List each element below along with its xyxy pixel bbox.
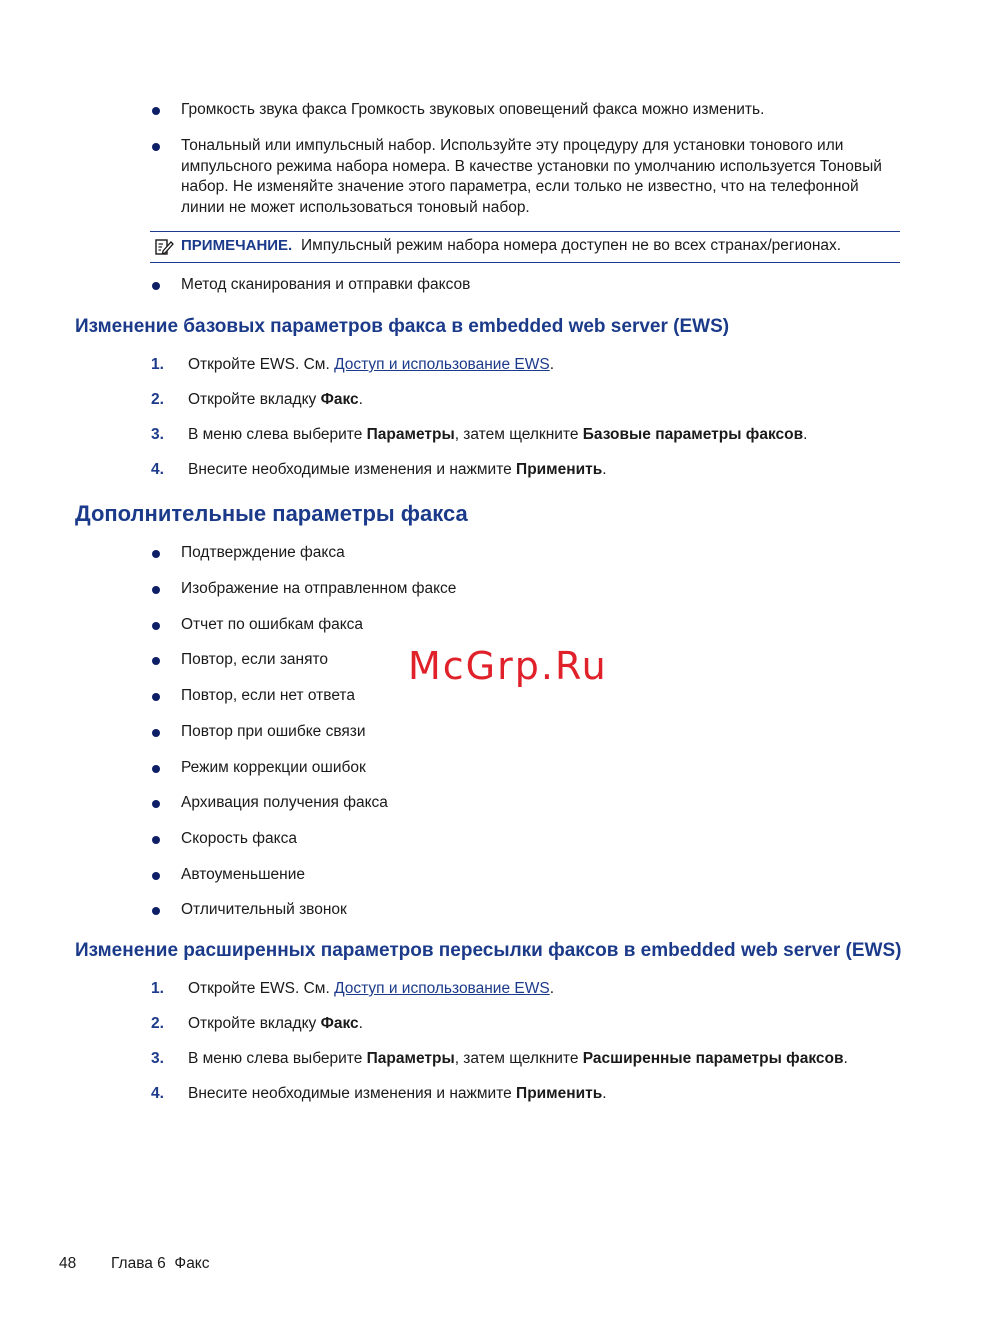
bullet-icon: [152, 143, 160, 151]
bullet-icon: [152, 800, 160, 808]
document-page: Громкость звука факса Громкость звуковых оповещений факса можно изменить. Тональный или импульсный набор. Используйте эту процедуру для установки тонового или импульсного режима набора номера. В качестве установки по умолчанию используется Тоновый набор. Не изменяйте значение этого параметра, если только не известно, что на телефонной линии не может использоваться тоновый набор. ПРИМЕЧАНИЕ. Импульсный режим набора номера доступен не во всех странах/регионах. Метод сканирования и отправки факсов Изменение базовых параметров факса в embedded web server (EWS) 1. Откройте EWS. См. Доступ и использование EWS. 2. Откройте вкладку Факс. 3. В меню слева выберите Параметры, затем щелкните Базовые параметры факсов. 4. Внесите необходимые изменения и нажмите Применить. Дополнительные параметры факса Подтверждение факса Изображение на отправленном факсе Отчет по ошибкам факса Повтор, если занято Повтор, если нет ответа Повтор при ошибке связи Режим коррекции ошибок Архивация получения факса Скорость факса Автоуменьшение Отличительный звонок Изменение расширенных параметров пересылки факсов в embedded web server (EWS) 1. Откройте EWS. См. Доступ и использование EWS. 2. Откройте вкладку Факс. 3. В меню слева выберите Параметры, затем щелкните Расширенные параметры факсов. 4. Внесите необходимые изменения и нажмите Применить. McGrp.Ru 48 Глава 6 Факс: [59, 101, 902, 1272]
watermark: McGrp.Ru: [408, 644, 608, 688]
bullet-icon: [152, 622, 160, 630]
note-box: [150, 231, 900, 263]
bullet-icon: [152, 836, 160, 844]
section-heading-advanced-fax: Дополнительные параметры факса: [75, 501, 468, 526]
bullet-icon: [152, 586, 160, 594]
ews-access-link[interactable]: Доступ и использование EWS: [334, 980, 550, 997]
bullet-icon: [152, 107, 160, 115]
bullet-icon: [152, 729, 160, 737]
chapter-label: Глава 6 Факс: [111, 1255, 210, 1272]
note-pencil-icon: [154, 237, 174, 257]
section-heading-forward-ews: Изменение расширенных параметров пересылки факсов в embedded web server (EWS): [75, 940, 902, 961]
bullet-icon: [152, 282, 160, 290]
bullet-icon: [152, 907, 160, 915]
bullet-icon: [152, 872, 160, 880]
ews-access-link[interactable]: Доступ и использование EWS: [334, 356, 550, 373]
page-number: 48: [59, 1255, 77, 1272]
bullet-icon: [152, 657, 160, 665]
bullet-icon: [152, 693, 160, 701]
note-label: ПРИМЕЧАНИЕ.: [181, 237, 293, 254]
section-heading-basic-ews: Изменение базовых параметров факса в embedded web server (EWS): [75, 316, 730, 337]
bullet-icon: [152, 765, 160, 773]
note-text: Импульсный режим набора номера доступен не во всех странах/регионах.: [301, 237, 842, 254]
bullet-icon: [152, 550, 160, 558]
